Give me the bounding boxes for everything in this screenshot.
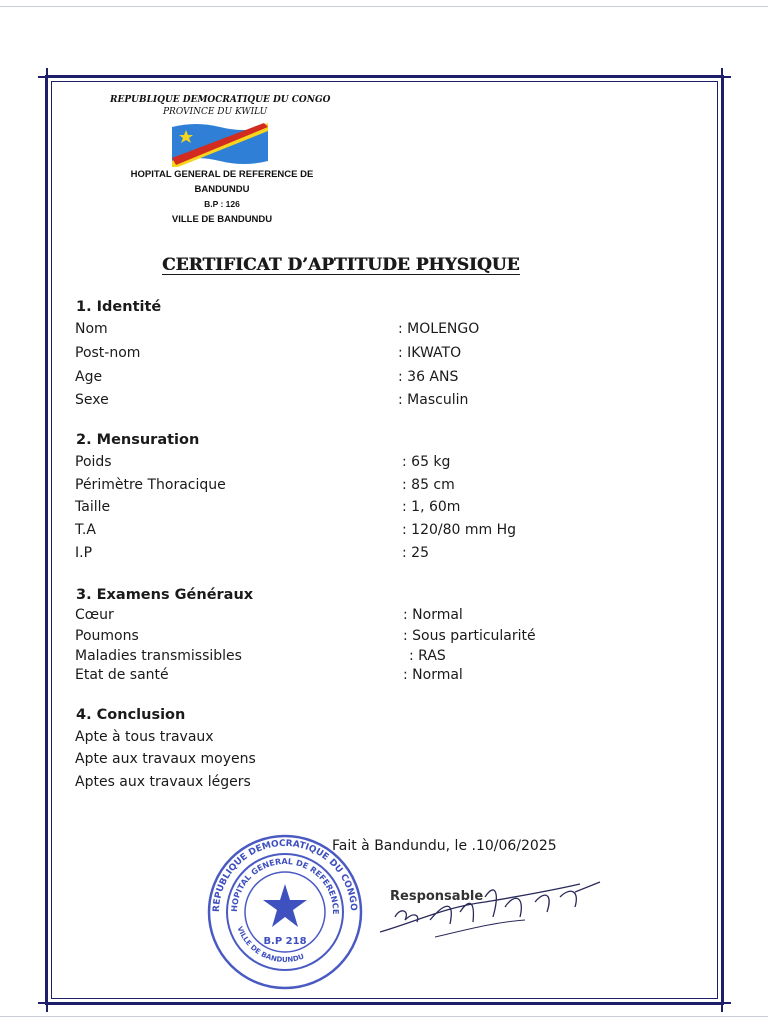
svg-text:B.P 218: B.P 218: [263, 936, 307, 947]
conclusion-line: Apte à tous travaux: [75, 729, 214, 745]
svg-text:VILLE DE BANDUNDU: VILLE DE BANDUNDU: [235, 925, 306, 965]
conclusion-line: Aptes aux travaux légers: [75, 774, 251, 790]
page-top-edge: [0, 6, 768, 7]
field-value: : 65 kg: [402, 454, 451, 470]
field-label: I.P: [75, 545, 93, 561]
signature-scribble: [375, 862, 605, 942]
field-value: : Sous particularité: [403, 628, 536, 644]
drc-flag-icon: [172, 121, 268, 167]
field-label: Cœur: [75, 607, 114, 623]
svg-text:HOPITAL GENERAL DE REFERENCE: HOPITAL GENERAL DE REFERENCE: [229, 856, 341, 915]
place-date: Fait à Bandundu, le .10/06/2025: [332, 838, 557, 854]
field-label: Age: [75, 369, 103, 385]
field-label: Post-nom: [75, 345, 141, 361]
field-label: Nom: [75, 321, 108, 337]
hospital-bp: B.P : 126: [204, 199, 240, 209]
field-value: : RAS: [409, 648, 446, 664]
frame-corner-mark: [38, 68, 56, 86]
field-label: Périmètre Thoracique: [75, 477, 226, 493]
field-label: T.A: [75, 522, 96, 538]
field-value: : 120/80 mm Hg: [402, 522, 517, 538]
field-value: : 1, 60m: [402, 499, 461, 515]
section-heading-conclusion: 4. Conclusion: [76, 707, 186, 723]
frame-corner-mark: [713, 68, 731, 86]
section-heading-examens: 3. Examens Généraux: [76, 587, 254, 603]
header-province: PROVINCE DU KWILU: [163, 107, 268, 117]
svg-text:REPUBLIQUE DEMOCRATIQUE DU CON: REPUBLIQUE DEMOCRATIQUE DU CONGO: [211, 838, 359, 913]
field-value: : 36 ANS: [398, 369, 459, 385]
section-heading-mensuration: 2. Mensuration: [76, 432, 200, 448]
field-value: : 25: [402, 545, 429, 561]
frame-corner-mark: [38, 994, 56, 1012]
field-value: : Normal: [403, 667, 463, 683]
field-label: Poumons: [75, 628, 139, 644]
document-title: CERTIFICAT D’APTITUDE PHYSIQUE: [162, 255, 520, 275]
frame-corner-mark: [713, 994, 731, 1012]
field-value: : IKWATO: [398, 345, 462, 361]
field-value: : MOLENGO: [398, 321, 480, 337]
field-value: : Masculin: [398, 392, 469, 408]
field-label: Maladies transmissibles: [75, 648, 242, 664]
section-heading-identite: 1. Identité: [76, 299, 162, 315]
hospital-city: VILLE DE BANDUNDU: [171, 214, 273, 225]
field-value: : 85 cm: [402, 477, 455, 493]
responsible-label: Responsable: [390, 889, 484, 904]
page-bottom-edge: [0, 1016, 768, 1017]
field-label: Etat de santé: [75, 667, 169, 683]
field-label: Taille: [75, 499, 111, 515]
field-value: : Normal: [403, 607, 463, 623]
field-label: Poids: [75, 454, 112, 470]
field-label: Sexe: [75, 392, 109, 408]
hospital-name-line1: HOPITAL GENERAL DE REFERENCE DE: [130, 169, 314, 180]
header-country: REPUBLIQUE DEMOCRATIQUE DU CONGO: [110, 95, 331, 105]
hospital-name-line2: BANDUNDU: [194, 184, 250, 195]
conclusion-line: Apte aux travaux moyens: [75, 751, 256, 767]
hospital-seal-stamp: [205, 832, 365, 992]
